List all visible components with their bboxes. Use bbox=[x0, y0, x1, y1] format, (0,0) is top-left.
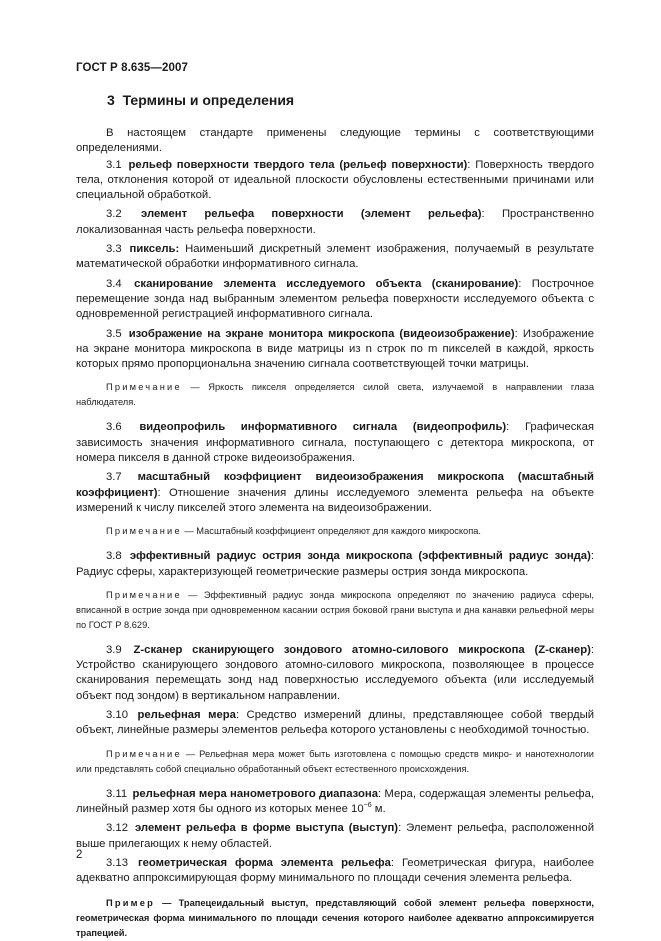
term-number: 3.13 bbox=[106, 856, 128, 869]
exponent: −6 bbox=[363, 802, 372, 810]
term-3-3 bbox=[76, 242, 594, 273]
term-number: 3.8 bbox=[106, 550, 122, 563]
note-text: — Яркость пикселя определяется силой света, излучаемой в направлении глаза наблюдателя. bbox=[76, 382, 594, 408]
term-definition: : Графическая зависимость значения информативного сигнала, поступающего с детектора микроскопа, от номера пикселя в данной строке видеоизображения. bbox=[76, 421, 595, 465]
term-name: масштабный коэффициент видеоизображения микроскопа (масштабный коэффициент) bbox=[76, 471, 595, 499]
term-definition: : Отношение значения длины исследуемого элемента рельефа на объекте измерений к числу пикселей этого элемента на видеоизображении. bbox=[76, 486, 594, 514]
note-pixel-brightness bbox=[76, 380, 594, 410]
body-text bbox=[76, 126, 594, 941]
term-name: пиксель: bbox=[129, 243, 180, 256]
term-number: 3.4 bbox=[106, 277, 122, 290]
term-number: 3.10 bbox=[106, 709, 128, 722]
note-relief-measure bbox=[76, 747, 594, 777]
note-text: — Масштабный коэффициент определяют для каждого микроскопа. bbox=[181, 526, 482, 537]
term-definition: : Мера, содержащая элементы рельефа, линейный размер хотя бы одного из которых менее 10 bbox=[76, 787, 594, 815]
term-number: 3.1 bbox=[106, 158, 122, 171]
term-name: видеопрофиль информативного сигнала (видеопрофиль) bbox=[139, 421, 507, 434]
note-text: — Рельефная мера может быть изготовлена с помощью средств микро- и нанотехнологии или представлять собой специально обработанный объект естественного происхождения. bbox=[76, 748, 594, 774]
section-title bbox=[107, 92, 294, 108]
page-number: 2 bbox=[76, 849, 83, 861]
term-number: 3.12 bbox=[106, 822, 128, 835]
term-definition: : Поверхность твердого тела, отклонения которой от идеальной плоскости обусловлены естественными причинами или специальной обработкой. bbox=[76, 158, 594, 202]
section-title-text: Термины и определения bbox=[122, 92, 295, 108]
term-definition: : Радиус сферы, характеризующей геометрические размеры острия зонда микроскопа. bbox=[76, 550, 594, 578]
term-definition: : Устройство сканирующего зондового атомно-силового микроскопа, позволяющее в процессе сканирования перемещать зонд над поверхностью исследуемого объекта (или исследуемый объект под зондом) в вертикальном направлении. bbox=[76, 643, 594, 702]
section-number: 3 bbox=[107, 92, 115, 108]
intro-paragraph: В настоящем стандарте применены следующие термины с соответствующими определениями. bbox=[76, 127, 594, 155]
term-name: рельефная мера bbox=[137, 709, 236, 722]
term-3-4 bbox=[76, 277, 594, 323]
note-probe-radius bbox=[76, 588, 594, 633]
term-3-11 bbox=[76, 787, 594, 818]
note-scale-factor bbox=[76, 524, 594, 539]
example-label: Пример bbox=[106, 898, 156, 909]
term-3-12 bbox=[76, 821, 594, 852]
term-name: сканирование элемента исследуемого объекта (сканирование) bbox=[134, 277, 519, 290]
term-number: 3.9 bbox=[106, 643, 122, 656]
term-definition: : Изображение на экране монитора микроскопа в виде матрицы из n строк по m пикселей в каждой, яркость которых прямо пропорциональна значению сигнала соответствующей точки матрицы. bbox=[76, 327, 594, 371]
document-header: ГОСТ Р 8.635—2007 bbox=[76, 62, 188, 74]
term-number: 3.3 bbox=[106, 243, 122, 256]
term-number: 3.6 bbox=[106, 421, 122, 434]
term-3-9 bbox=[76, 643, 594, 704]
term-name: геометрическая форма элемента рельефа bbox=[137, 856, 391, 869]
note-label: Примечание bbox=[106, 589, 182, 600]
term-definition: : Построчное перемещение зонда над выбранным элементом рельефа поверхности исследуемого объекта с одновременной регистрацией информативного сигнала. bbox=[76, 277, 594, 321]
term-name: элемент рельефа в форме выступа (выступ) bbox=[134, 822, 399, 835]
note-label: Примечание bbox=[106, 382, 182, 393]
term-name: Z-сканер сканирующего зондового атомно-силового микроскопа (Z-сканер) bbox=[133, 643, 591, 656]
term-3-13 bbox=[76, 856, 594, 887]
example-text: — Трапецеидальный выступ, представляющий собой элемент рельефа поверхности, геометрическая форма минимального по площади сечения которого наиболее адекватно аппроксимируется трапецией. bbox=[76, 898, 594, 939]
term-3-7 bbox=[76, 470, 594, 516]
term-name: рельеф поверхности твердого тела (рельеф поверхности) bbox=[128, 158, 468, 171]
term-definition-tail: м. bbox=[371, 802, 386, 815]
term-number: 3.2 bbox=[106, 208, 122, 221]
term-definition: : Пространственно локализованная часть рельефа поверхности. bbox=[76, 208, 594, 236]
note-label: Примечание bbox=[106, 526, 182, 537]
term-name: эффективный радиус острия зонда микроскопа (эффективный радиус зонда) bbox=[129, 550, 591, 563]
term-definition: : Элемент рельефа, расположенной выше прилегающих к нему областей. bbox=[76, 822, 595, 850]
term-name: изображение на экране монитора микроскопа (видеоизображение) bbox=[128, 327, 515, 340]
term-number: 3.5 bbox=[106, 327, 122, 340]
note-text: — Эффективный радиус зонда микроскопа определяют по значению радиуса сферы, вписанной в острие зонда при одновременном касании острия боковой грани выступа и дна канавки рельефной меры по ГОСТ Р 8.629. bbox=[76, 589, 594, 630]
note-label: Примечание bbox=[106, 748, 182, 759]
term-name: элемент рельефа поверхности (элемент рельефа) bbox=[141, 208, 482, 221]
term-definition: : Средство измерений длины, представляющее собой твердый объект, линейные размеры элементов рельефа которого установлены с необходимой точностью. bbox=[76, 709, 595, 737]
term-number: 3.7 bbox=[106, 471, 122, 484]
term-definition: Наименьший дискретный элемент изображения, получаемый в результате математической обработки информативного сигнала. bbox=[76, 243, 595, 271]
term-number: 3.11 bbox=[106, 787, 128, 800]
term-3-10 bbox=[76, 708, 594, 739]
term-name: рельефная мера нанометрового диапазона bbox=[132, 787, 378, 800]
term-3-5 bbox=[76, 327, 594, 373]
term-3-6 bbox=[76, 420, 594, 466]
term-3-2 bbox=[76, 207, 594, 238]
term-3-1 bbox=[76, 158, 594, 204]
example-trapezoid bbox=[76, 896, 594, 941]
term-definition: : Геометрическая фигура, наиболее адекватно аппроксимирующая форму минимального по площади сечения элемента рельефа. bbox=[76, 856, 595, 885]
term-3-8 bbox=[76, 549, 594, 580]
